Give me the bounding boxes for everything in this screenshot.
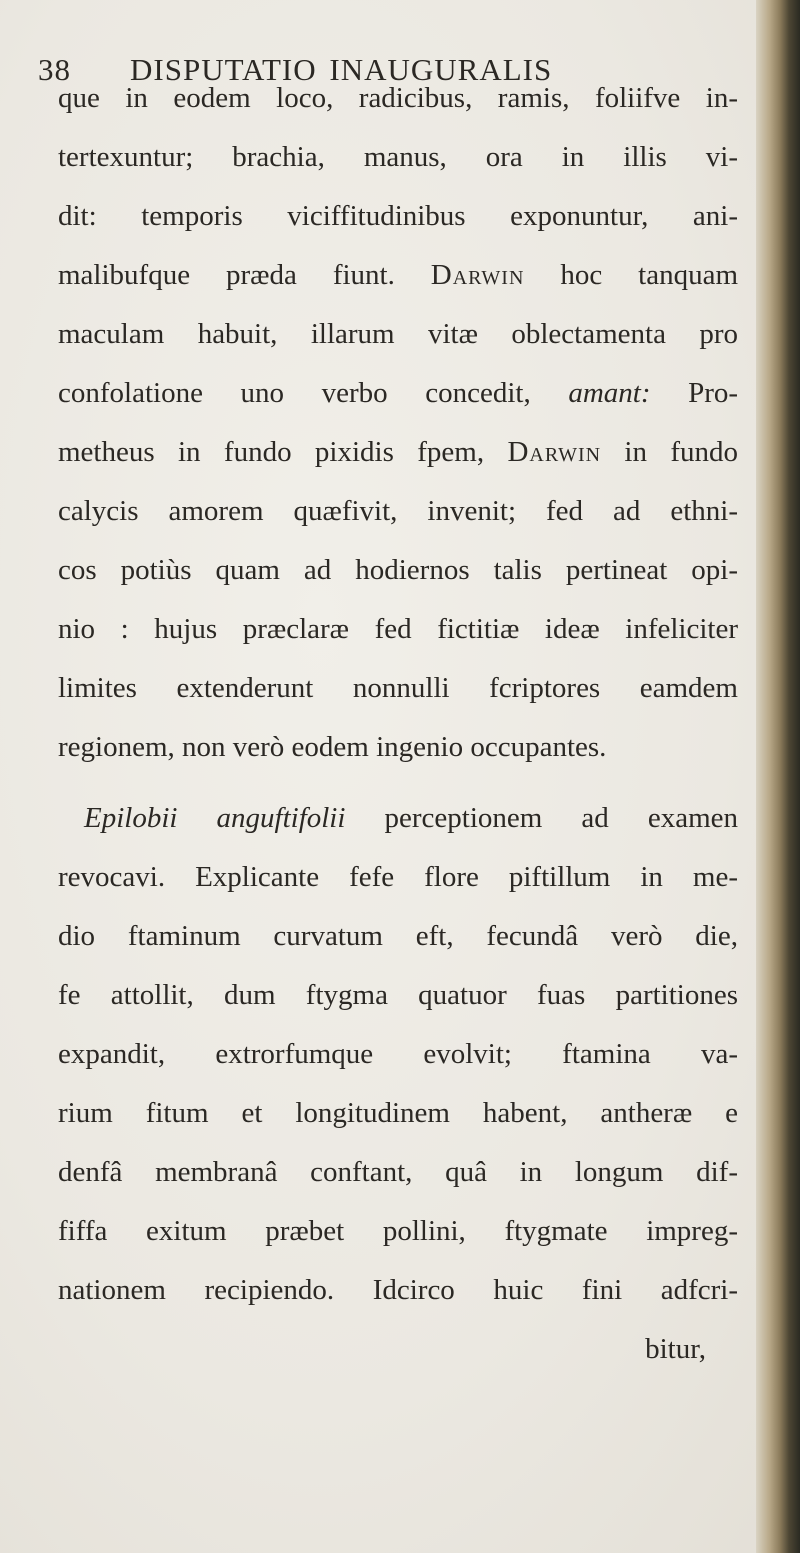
text-line: tertexuntur; brachia, manus, ora in illis vi- (58, 141, 738, 173)
text-line: regionem, non verò eodem ingenio occupantes. (58, 731, 607, 763)
running-title: DISPUTATIO INAUGURALIS (130, 52, 553, 87)
text-line: calycis amorem quæfivit, invenit; fed ad ethni- (58, 495, 738, 527)
text-line: revocavi. Explicante fefe flore piftillum in me- (58, 861, 738, 893)
text-line: dit: temporis viciffitudinibus exponuntur, ani- (58, 200, 738, 232)
text-line: rium fitum et longitudinem habent, antheræ e (58, 1097, 738, 1129)
page-edge-shadow (756, 0, 800, 1553)
species-name: Epilobii anguftifolii (84, 802, 346, 834)
page-number: 38 (38, 52, 71, 87)
italic-word: amant: (568, 377, 651, 409)
text-line: denfâ membranâ conftant, quâ in longum dif- (58, 1156, 738, 1188)
text-line: nationem recipiendo. Idcirco huic fini adfcri- (58, 1274, 738, 1306)
text-line (58, 434, 738, 470)
text-segment: metheus in fundo pixidis fpem, (58, 436, 485, 468)
text-line (84, 800, 738, 836)
text-line: expandit, extrorfumque evolvit; ftamina va- (58, 1038, 738, 1070)
text-line (58, 257, 738, 293)
text-line: dio ftaminum curvatum eft, fecundâ verò die, (58, 920, 738, 952)
text-segment: hoc tanquam (560, 259, 738, 291)
text-segment: Pro- (688, 377, 739, 409)
text-line: cos potiùs quam ad hodiernos talis pertineat opi- (58, 554, 738, 586)
author-name: Darwin (507, 436, 602, 468)
text-segment: perceptionem ad examen (384, 802, 739, 834)
text-segment: confolatione uno verbo concedit, (58, 377, 531, 409)
text-segment: in fundo (624, 436, 738, 468)
text-line: que in eodem loco, radicibus, ramis, foliifve in- (58, 82, 738, 114)
catchword: bitur, (645, 1333, 706, 1365)
text-line: fiffa exitum præbet pollini, ftygmate impreg- (58, 1215, 738, 1247)
author-name: Darwin (430, 259, 525, 291)
text-line: nio : hujus præclaræ fed fictitiæ ideæ infeliciter (58, 613, 738, 645)
text-segment: malibufque præda fiunt. (58, 259, 395, 291)
text-line: maculam habuit, illarum vitæ oblectamenta pro (58, 318, 738, 350)
text-line: fe attollit, dum ftygma quatuor fuas partitiones (58, 979, 738, 1011)
text-line: limites extenderunt nonnulli fcriptores eamdem (58, 672, 738, 704)
text-line (58, 375, 738, 411)
